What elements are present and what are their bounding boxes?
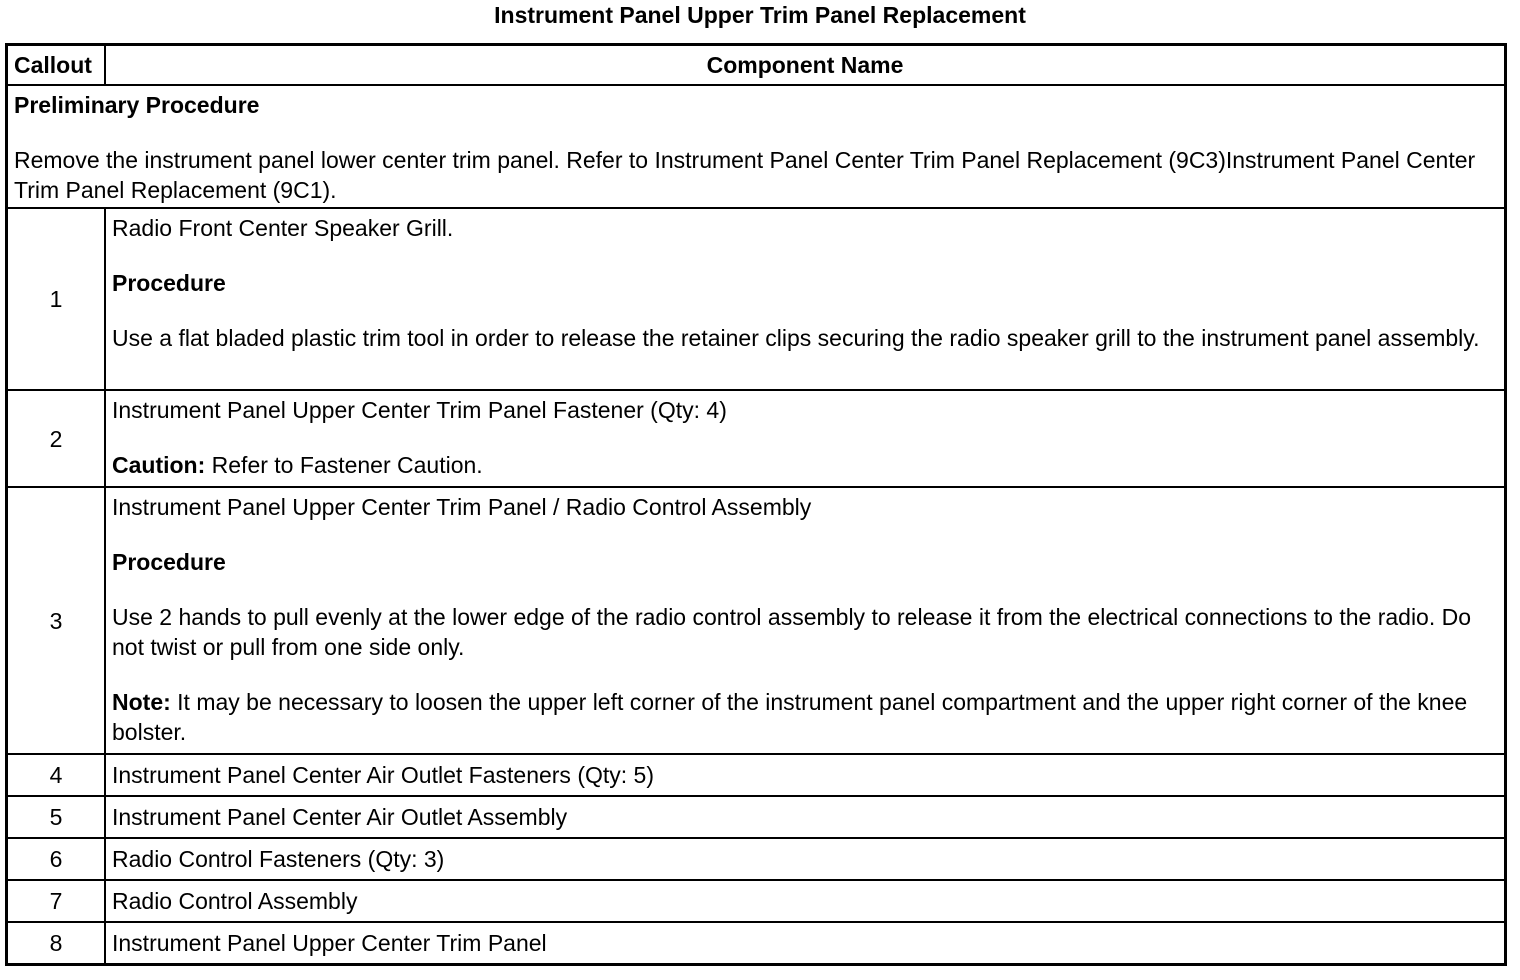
component-name: Radio Control Fasteners (Qty: 3) xyxy=(105,838,1506,880)
component-name: Instrument Panel Upper Center Trim Panel xyxy=(105,922,1506,965)
preliminary-procedure-heading: Preliminary Procedure xyxy=(14,92,260,118)
procedure-heading: Procedure xyxy=(112,270,226,296)
table-row xyxy=(7,487,1506,754)
callout-column-header: Callout xyxy=(7,45,106,86)
preliminary-procedure-cell xyxy=(7,85,1506,208)
procedure-text: Use a flat bladed plastic trim tool in order to release the retainer clips securing the radio speaker grill to the instrument panel assembly. xyxy=(112,325,1480,351)
preliminary-procedure-row xyxy=(7,85,1506,208)
component-name: Radio Front Center Speaker Grill. xyxy=(112,215,454,241)
table-row xyxy=(7,754,1506,796)
component-name: Radio Control Assembly xyxy=(105,880,1506,922)
callout-number: 2 xyxy=(7,390,106,487)
table-header-row xyxy=(7,45,1506,86)
table-row xyxy=(7,922,1506,965)
component-table xyxy=(5,43,1507,966)
callout-number: 6 xyxy=(7,838,106,880)
component-cell xyxy=(105,208,1506,390)
callout-number: 3 xyxy=(7,487,106,754)
table-row xyxy=(7,390,1506,487)
component-cell xyxy=(105,390,1506,487)
callout-number: 7 xyxy=(7,880,106,922)
component-cell xyxy=(105,487,1506,754)
table-row xyxy=(7,880,1506,922)
preliminary-procedure-text: Remove the instrument panel lower center trim panel. Refer to Instrument Panel Center Trim Panel Replacement (9C3)Instrument Panel Center Trim Panel Replacement (9C1). xyxy=(14,147,1476,203)
callout-number: 1 xyxy=(7,208,106,390)
component-name: Instrument Panel Center Air Outlet Assembly xyxy=(105,796,1506,838)
caution-line xyxy=(112,450,1498,480)
caution-label: Caution: xyxy=(112,452,206,478)
caution-text: Refer to Fastener Caution. xyxy=(205,452,483,478)
callout-number: 5 xyxy=(7,796,106,838)
procedure-text: Use 2 hands to pull evenly at the lower edge of the radio control assembly to release it from the electrical connections to the radio. Do not twist or pull from one side only. xyxy=(112,604,1472,660)
component-name-column-header: Component Name xyxy=(105,45,1506,86)
component-table-wrapper xyxy=(5,43,1507,966)
callout-number: 4 xyxy=(7,754,106,796)
table-row xyxy=(7,208,1506,390)
component-name: Instrument Panel Upper Center Trim Panel / Radio Control Assembly xyxy=(112,494,812,520)
note-line xyxy=(112,687,1498,747)
callout-number: 8 xyxy=(7,922,106,965)
table-row xyxy=(7,796,1506,838)
component-name: Instrument Panel Upper Center Trim Panel Fastener (Qty: 4) xyxy=(112,397,727,423)
note-text: It may be necessary to loosen the upper left corner of the instrument panel compartment and the upper right corner of the knee bolster. xyxy=(112,689,1468,745)
table-row xyxy=(7,838,1506,880)
procedure-heading: Procedure xyxy=(112,549,226,575)
component-name: Instrument Panel Center Air Outlet Fasteners (Qty: 5) xyxy=(105,754,1506,796)
page-title: Instrument Panel Upper Trim Panel Replacement xyxy=(494,2,1026,28)
note-label: Note: xyxy=(112,689,171,715)
